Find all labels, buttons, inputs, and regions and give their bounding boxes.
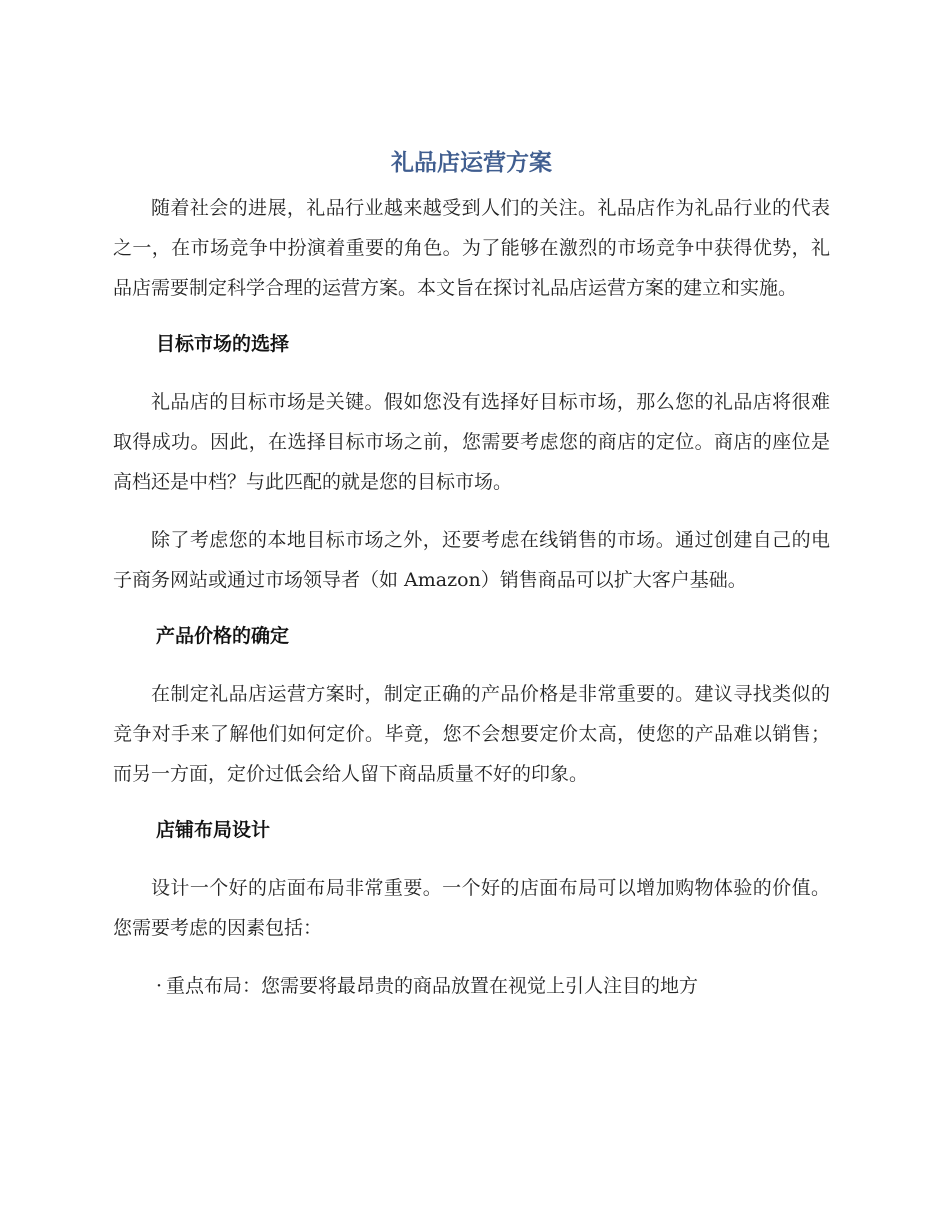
document-body — [113, 146, 830, 1006]
section-heading-pricing: 产品价格的确定 — [156, 625, 290, 647]
target-market-paragraph-2: 除了考虑您的本地目标市场之外，还要考虑在线销售的市场。通过创建自己的电子商务网站或通过市场领导者（如 Amazon）销售商品可以扩大客户基础。 — [113, 529, 830, 591]
store-layout-paragraph-1: 设计一个好的店面布局非常重要。一个好的店面布局可以增加购物体验的价值。您需要考虑的因素包括： — [113, 877, 830, 939]
pricing-paragraph-1: 在制定礼品店运营方案时，制定正确的产品价格是非常重要的。建议寻找类似的竞争对手来了解他们如何定价。毕竟，您不会想要定价太高，使您的产品难以销售；而另一方面，定价过低会给人留下商品质量不好的印象。 — [113, 683, 830, 785]
target-market-paragraph-1: 礼品店的目标市场是关键。假如您没有选择好目标市场，那么您的礼品店将很难取得成功。因此，在选择目标市场之前，您需要考虑您的商店的定位。商店的座位是高档还是中档？与此匹配的就是您的目标市场。 — [113, 391, 830, 493]
intro-paragraph: 随着社会的进展，礼品行业越来越受到人们的关注。礼品店作为礼品行业的代表之一，在市场竞争中扮演着重要的角色。为了能够在激烈的市场竞争中获得优势，礼品店需要制定科学合理的运营方案。本文旨在探讨礼品店运营方案的建立和实施。 — [113, 197, 830, 299]
section-heading-target-market: 目标市场的选择 — [156, 333, 290, 355]
document-title: 礼品店运营方案 — [391, 150, 552, 176]
section-heading-store-layout: 店铺布局设计 — [156, 819, 271, 841]
list-item — [113, 966, 830, 1006]
bullet-text: 重点布局：您需要将最昂贵的商品放置在视觉上引人注目的地方 — [166, 975, 699, 997]
bullet-dot-icon: · — [156, 975, 163, 997]
